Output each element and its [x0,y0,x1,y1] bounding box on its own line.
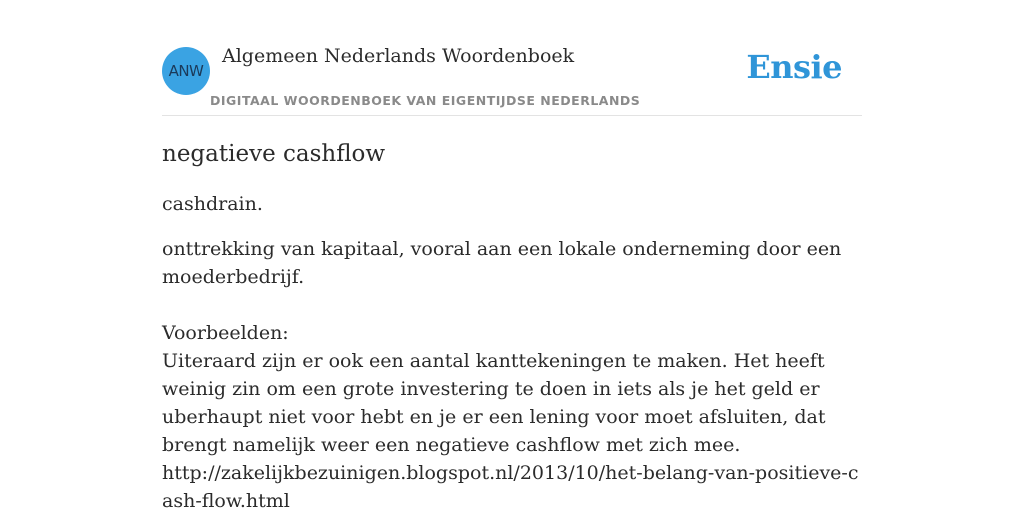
anw-logo[interactable]: ANW [162,47,210,95]
examples-section [162,319,862,512]
entry-definition: onttrekking van kapitaal, vooral aan een lokale onderneming door een moederbedrijf. [162,238,842,288]
ensie-logo[interactable]: Ensie [746,48,842,86]
example-text: Uiteraard zijn er ook een aantal kanttekeningen te maken. Het heeft weinig zin om een grote investering te doen in iets als je het geld er uberhaupt niet voor hebt en je er een lening voor moet afsluiten, dat brengt namelijk weer een negatieve cashflow met zich mee. [162,350,826,456]
source-name[interactable]: Algemeen Nederlands Woordenboek [222,45,575,67]
examples-label: Voorbeelden: [162,322,289,344]
header [162,0,862,116]
source-subtitle: DIGITAAL WOORDENBOEK VAN EIGENTIJDSE NEDERLANDS [210,93,641,108]
entry-content [162,138,862,512]
example-source-url[interactable]: http://zakelijkbezuinigen.blogspot.nl/2013/10/het-belang-van-positieve-cash-flow.html [162,462,859,512]
entry-term: negatieve cashflow [162,141,386,167]
entry-synonym: cashdrain. [162,193,263,215]
